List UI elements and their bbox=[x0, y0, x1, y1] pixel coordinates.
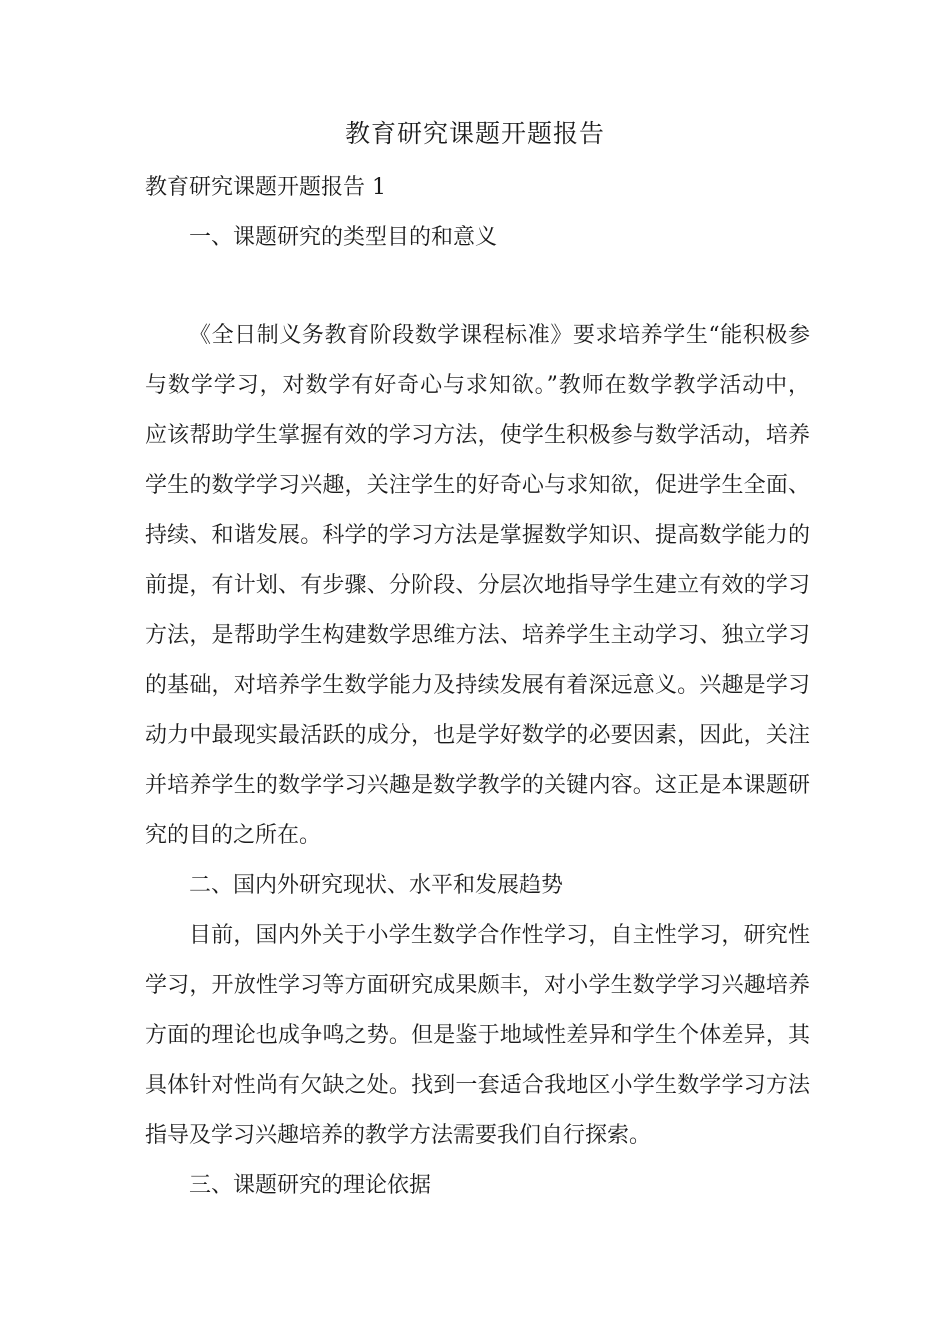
paragraph-line: 具体针对性尚有欠缺之处。找到一套适合我地区小学生数学学习方法 bbox=[145, 1073, 810, 1098]
paragraph-line: 学习，开放性学习等方面研究成果颇丰，对小学生数学学习兴趣培养 bbox=[145, 973, 810, 998]
paragraph-line: 方法，是帮助学生构建数学思维方法、培养学生主动学习、独立学习 bbox=[145, 623, 810, 648]
paragraph-line: 持续、和谐发展。科学的学习方法是掌握数学知识、提高数学能力的 bbox=[145, 523, 810, 548]
section-heading-2: 二、国内外研究现状、水平和发展趋势 bbox=[189, 873, 564, 898]
paragraph-line: 的基础，对培养学生数学能力及持续发展有着深远意义。兴趣是学习 bbox=[145, 673, 810, 698]
paragraph-line: 方面的理论也成争鸣之势。但是鉴于地域性差异和学生个体差异，其 bbox=[145, 1023, 810, 1048]
paragraph-line: 应该帮助学生掌握有效的学习方法，使学生积极参与数学活动，培养 bbox=[145, 423, 810, 448]
paragraph-line: 《全日制义务教育阶段数学课程标准》要求培养学生“能积极参 bbox=[189, 323, 810, 348]
section-heading-3: 三、课题研究的理论依据 bbox=[189, 1173, 432, 1198]
paragraph-line: 并培养学生的数学学习兴趣是数学教学的关键内容。这正是本课题研 bbox=[145, 773, 810, 798]
document-title: 教育研究课题开题报告 bbox=[344, 119, 605, 148]
paragraph-line: 与数学学习，对数学有好奇心与求知欲。”教师在数学教学活动中， bbox=[145, 373, 810, 398]
paragraph-line: 动力中最现实最活跃的成分，也是学好数学的必要因素，因此，关注 bbox=[145, 723, 810, 748]
paragraph-line: 究的目的之所在。 bbox=[145, 823, 322, 848]
section-heading-1: 一、课题研究的类型目的和意义 bbox=[189, 225, 498, 250]
paragraph-line: 指导及学习兴趣培养的教学方法需要我们自行探索。 bbox=[145, 1123, 652, 1148]
paragraph-line: 前提，有计划、有步骤、分阶段、分层次地指导学生建立有效的学习 bbox=[145, 573, 810, 598]
paragraph-line: 目前，国内外关于小学生数学合作性学习，自主性学习，研究性 bbox=[189, 923, 810, 948]
document-subtitle: 教育研究课题开题报告 1 bbox=[145, 175, 386, 200]
paragraph-line: 学生的数学学习兴趣，关注学生的好奇心与求知欲，促进学生全面、 bbox=[145, 473, 810, 498]
